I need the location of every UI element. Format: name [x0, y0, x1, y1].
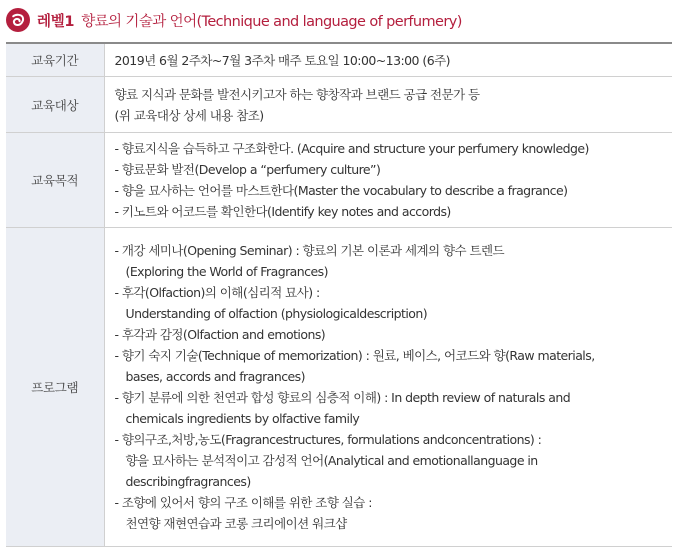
program-item-continued: describingfragrances) — [125, 474, 251, 489]
program-row — [6, 228, 672, 547]
program-label: 프로그램 — [6, 228, 104, 547]
program-value — [104, 228, 672, 547]
goal-item: - 향료문화 발전(Develop a “perfumery culture”) — [114, 162, 381, 177]
program-item: - 향기 숙지 기술(Technique of memorization) : 원료, 베이스, 어코드와 향(Raw materials, — [114, 348, 595, 363]
course-title: 향료의 기술과 언어(Technique and language of perfumery) — [81, 13, 462, 30]
goal-item: - 향료지식을 습득하고 구조화한다. (Acquire and structure your perfumery knowledge) — [114, 141, 589, 156]
period-value: 2019년 6월 2주차~7월 3주차 매주 토요일 10:00~13:00 (6주) — [104, 43, 672, 77]
period-row — [6, 43, 672, 77]
goals-value — [104, 133, 672, 228]
program-item-continued: chemicals ingredients by olfactive family — [125, 411, 360, 426]
period-label: 교육기간 — [6, 43, 104, 77]
target-label: 교육대상 — [6, 77, 104, 133]
program-item-continued: 천연향 재현연습과 코롱 크리에이션 워크샵 — [125, 516, 347, 531]
course-header — [6, 6, 462, 34]
program-item-continued: (Exploring the World of Fragrances) — [125, 264, 328, 279]
target-row — [6, 77, 672, 133]
goal-item: - 향을 묘사하는 언어를 마스트한다(Master the vocabulary to describe a fragrance) — [114, 183, 568, 198]
goal-item: - 키노트와 어코드를 확인한다(Identify key notes and accords) — [114, 204, 451, 219]
level-label: 레벨1 — [37, 13, 75, 30]
target-line: 향료 지식과 문화를 발전시키고자 하는 향창작과 브랜드 공급 전문가 등 — [114, 86, 480, 102]
goals-row — [6, 133, 672, 228]
program-item: - 개강 세미나(Opening Seminar) : 향료의 기본 이론과 세계의 향수 트렌드 — [114, 243, 505, 258]
program-item-continued: bases, accords and fragrances) — [125, 369, 305, 384]
target-note-line: (위 교육대상 상세 내용 참조) — [114, 107, 264, 123]
course-info-table — [6, 42, 672, 547]
program-item: - 향의구조,처방,농도(Fragrancestructures, formulations andconcentrations) : — [114, 432, 542, 447]
swirl-logo-icon — [6, 8, 30, 32]
program-item-continued: 향을 묘사하는 분석적이고 감성적 언어(Analytical and emotionallanguage in — [125, 453, 538, 468]
program-item: - 향기 분류에 의한 천연과 합성 향료의 심층적 이해) : In depth review of naturals and — [114, 390, 571, 405]
program-item: - 조향에 있어서 향의 구조 이해를 위한 조향 실습 : — [114, 495, 372, 510]
program-item-continued: Understanding of olfaction (physiologicaldescription) — [125, 306, 428, 321]
program-item: - 후각과 감정(Olfaction and emotions) — [114, 327, 326, 342]
program-item: - 후각(Olfaction)의 이해(심리적 묘사) : — [114, 285, 320, 300]
target-value — [104, 77, 672, 133]
goals-label: 교육목적 — [6, 133, 104, 228]
